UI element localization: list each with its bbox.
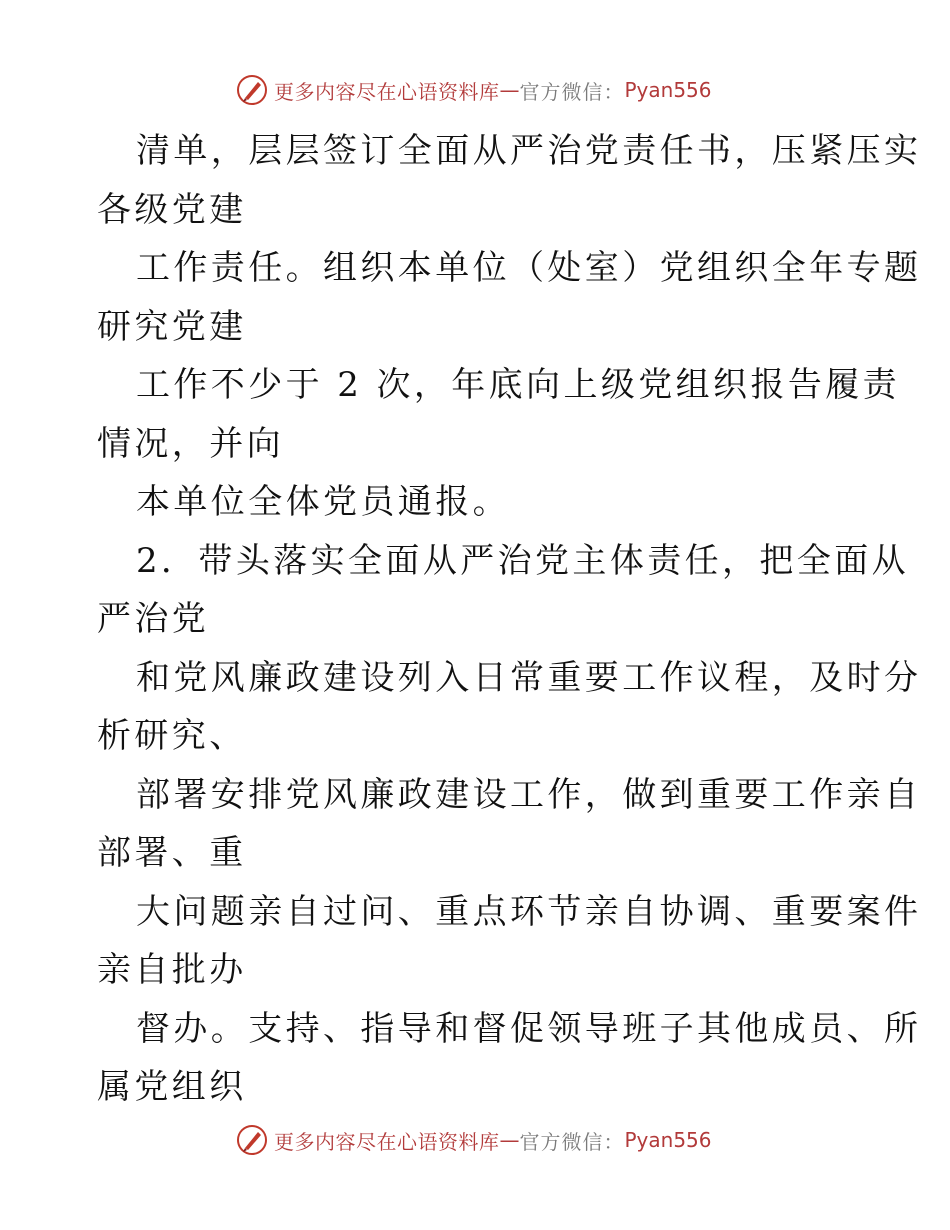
text-line: 和党风廉政建设列入日常重要工作议程，及时分 — [136, 657, 922, 698]
quill-pen-logo-icon — [236, 1124, 268, 1156]
watermark-dash: — — [499, 1128, 520, 1152]
text-line: 情况，并向 — [97, 423, 284, 464]
text-line: 督办。支持、指导和督促领导班子其他成员、所 — [136, 1008, 922, 1049]
text-line: 部署安排党风廉政建设工作，做到重要工作亲自 — [136, 774, 922, 815]
text-line: 严治党 — [97, 599, 210, 639]
text-line: 各级党建 — [97, 189, 247, 230]
watermark-wechat-id: Pyan556 — [624, 78, 712, 102]
watermark-text: 更多内容尽在心语资料库 — [274, 1129, 500, 1154]
text-line: 本单位全体党员通报。 — [136, 482, 510, 522]
watermark-official-label: 官方微信： — [519, 1129, 625, 1154]
text-line: 属党组织 — [97, 1067, 247, 1107]
footer-watermark — [236, 1122, 712, 1158]
text-line: 大问题亲自过问、重点环节亲自协调、重要案件 — [136, 891, 922, 932]
text-line: 工作责任。组织本单位（处室）党组织全年专题 — [136, 248, 922, 288]
document-body — [97, 122, 922, 1117]
text-line: 亲自批办 — [97, 950, 247, 990]
watermark-dash: — — [499, 78, 520, 102]
text-line: 2．带头落实全面从严治党主体责任，把全面从 — [136, 540, 910, 581]
header-watermark — [236, 72, 712, 108]
text-line: 部署、重 — [97, 833, 247, 873]
text-line: 工作不少于 2 次，年底向上级党组织报告履责 — [136, 365, 901, 405]
text-line: 研究党建 — [97, 306, 247, 347]
text-line: 清单，层层签订全面从严治党责任书，压紧压实 — [136, 131, 922, 171]
watermark-text: 更多内容尽在心语资料库 — [274, 79, 500, 104]
text-line: 析研究、 — [97, 716, 247, 756]
watermark-wechat-id: Pyan556 — [624, 1128, 712, 1152]
watermark-official-label: 官方微信： — [519, 79, 625, 104]
quill-pen-logo-icon — [236, 74, 268, 106]
